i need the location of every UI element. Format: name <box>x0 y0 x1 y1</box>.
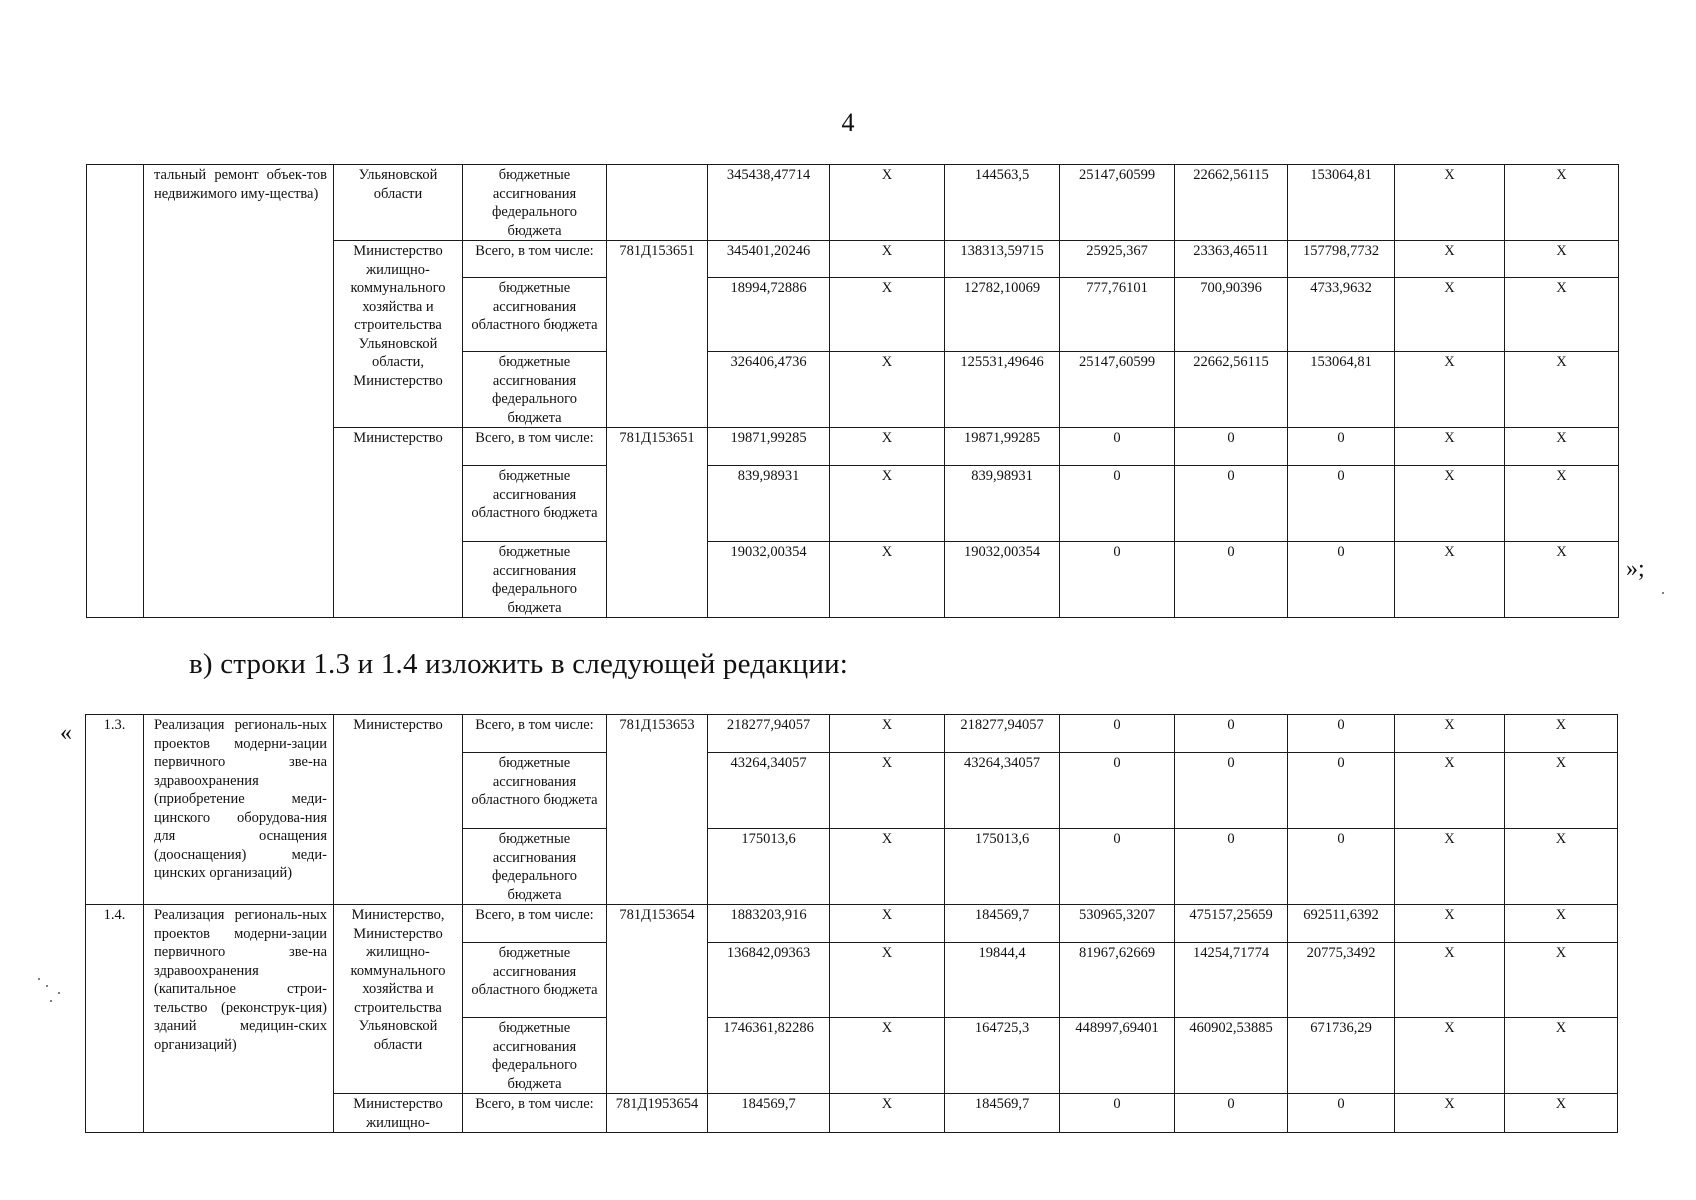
executor-cell: Министерство жилищно-коммунального хозяйства и строительства Ульяновской области, Министерство <box>334 241 463 428</box>
year-value: 81967,62669 <box>1060 943 1175 1018</box>
year-value: 20775,3492 <box>1288 943 1395 1018</box>
year-value: 0 <box>1288 428 1395 466</box>
year-value: 0 <box>1175 1094 1288 1133</box>
year-value: 164725,3 <box>945 1018 1060 1094</box>
executor-cell: Министерство жилищно- <box>334 1094 463 1133</box>
year-value: 0 <box>1175 466 1288 542</box>
year-value: X <box>1505 428 1619 466</box>
executor-cell: Министерство <box>334 715 463 905</box>
year-value: X <box>830 1018 945 1094</box>
year-value: X <box>1505 715 1618 753</box>
year-value: X <box>1505 278 1619 352</box>
year-value: X <box>1395 943 1505 1018</box>
year-value: X <box>1505 943 1618 1018</box>
year-value: 0 <box>1288 466 1395 542</box>
year-value: 0 <box>1175 753 1288 829</box>
row-number: 1.4. <box>86 905 144 1133</box>
year-value: X <box>1505 466 1619 542</box>
opening-quote: « <box>60 720 72 746</box>
year-value: X <box>1505 352 1619 428</box>
year-value: 0 <box>1060 466 1175 542</box>
code-cell: 781Д153651 <box>607 241 708 428</box>
table-row <box>86 905 1618 943</box>
year-value: X <box>830 542 945 618</box>
year-value: X <box>1395 715 1505 753</box>
funding-source: бюджетные ассигнования областного бюджета <box>463 753 607 829</box>
year-value: 460902,53885 <box>1175 1018 1288 1094</box>
year-value: 14254,71774 <box>1175 943 1288 1018</box>
year-value: X <box>830 466 945 542</box>
funding-source: бюджетные ассигнования областного бюджета <box>463 943 607 1018</box>
year-value: X <box>1395 165 1505 241</box>
year-value: X <box>830 278 945 352</box>
year-value: 25147,60599 <box>1060 352 1175 428</box>
year-value: 0 <box>1060 753 1175 829</box>
year-value: 530965,3207 <box>1060 905 1175 943</box>
year-value: 12782,10069 <box>945 278 1060 352</box>
funding-source: Всего, в том числе: <box>463 905 607 943</box>
year-value: 448997,69401 <box>1060 1018 1175 1094</box>
year-value: 19844,4 <box>945 943 1060 1018</box>
total-amount: 184569,7 <box>708 1094 830 1133</box>
year-value: X <box>1395 241 1505 278</box>
year-value: 0 <box>1060 715 1175 753</box>
table-row <box>87 165 1619 241</box>
funding-source: бюджетные ассигнования областного бюджета <box>463 278 607 352</box>
total-amount: 19032,00354 <box>708 542 830 618</box>
year-value: X <box>1505 241 1619 278</box>
year-value: 22662,56115 <box>1175 352 1288 428</box>
year-value: 184569,7 <box>945 905 1060 943</box>
code-cell: 781Д153651 <box>607 428 708 618</box>
executor-cell: Ульяновской области <box>334 165 463 241</box>
total-amount: 43264,34057 <box>708 753 830 829</box>
program-table-amended <box>85 714 1618 1133</box>
year-value: X <box>1395 352 1505 428</box>
year-value: 0 <box>1060 1094 1175 1133</box>
page-number: 4 <box>841 108 855 137</box>
total-amount: 326406,4736 <box>708 352 830 428</box>
activity-name: Реализация региональ-ных проектов модерни-зации первичного зве-на здравоохранения (приобретение меди-цинского оборудова-ния для оснащения (дооснащения) меди-цинских организаций) <box>144 715 334 905</box>
total-amount: 1746361,82286 <box>708 1018 830 1094</box>
year-value: 22662,56115 <box>1175 165 1288 241</box>
funding-source: Всего, в том числе: <box>463 1094 607 1133</box>
year-value: 0 <box>1060 829 1175 905</box>
year-value: 700,90396 <box>1175 278 1288 352</box>
scan-speck <box>1662 592 1664 594</box>
year-value: 153064,81 <box>1288 165 1395 241</box>
scan-speck <box>58 992 60 994</box>
year-value: 19871,99285 <box>945 428 1060 466</box>
code-cell: 781Д153654 <box>607 905 708 1094</box>
year-value: 0 <box>1288 542 1395 618</box>
activity-name: тальный ремонт объек-тов недвижимого иму-щества) <box>144 165 334 618</box>
year-value: X <box>1505 905 1618 943</box>
year-value: 25925,367 <box>1060 241 1175 278</box>
funding-source: Всего, в том числе: <box>463 428 607 466</box>
year-value: 157798,7732 <box>1288 241 1395 278</box>
total-amount: 839,98931 <box>708 466 830 542</box>
row-number: 1.3. <box>86 715 144 905</box>
closing-quote: »; <box>1626 556 1645 582</box>
year-value: X <box>830 753 945 829</box>
year-value: 0 <box>1175 542 1288 618</box>
year-value: X <box>1395 905 1505 943</box>
program-table-continuation <box>86 164 1619 618</box>
year-value: X <box>1395 753 1505 829</box>
year-value: 0 <box>1288 753 1395 829</box>
funding-source: Всего, в том числе: <box>463 715 607 753</box>
year-value: 19032,00354 <box>945 542 1060 618</box>
executor-cell: Министерство, Министерство жилищно-коммунального хозяйства и строительства Ульяновской области <box>334 905 463 1094</box>
year-value: 184569,7 <box>945 1094 1060 1133</box>
year-value: X <box>1395 428 1505 466</box>
table-row <box>86 715 1618 753</box>
year-value: 0 <box>1288 829 1395 905</box>
year-value: 138313,59715 <box>945 241 1060 278</box>
year-value: 125531,49646 <box>945 352 1060 428</box>
year-value: X <box>1505 1018 1618 1094</box>
code-cell: 781Д153653 <box>607 715 708 905</box>
total-amount: 345438,47714 <box>708 165 830 241</box>
year-value: X <box>1395 1018 1505 1094</box>
year-value: 0 <box>1060 542 1175 618</box>
scan-speck <box>38 978 40 980</box>
funding-source: бюджетные ассигнования федерального бюджета <box>463 829 607 905</box>
year-value: X <box>830 905 945 943</box>
year-value: 839,98931 <box>945 466 1060 542</box>
code-cell: 781Д1953654 <box>607 1094 708 1133</box>
year-value: X <box>830 352 945 428</box>
year-value: X <box>830 165 945 241</box>
year-value: 671736,29 <box>1288 1018 1395 1094</box>
year-value: X <box>830 1094 945 1133</box>
year-value: X <box>1395 829 1505 905</box>
year-value: X <box>1505 829 1618 905</box>
scan-speck <box>46 985 48 987</box>
funding-source: бюджетные ассигнования федерального бюджета <box>463 165 607 241</box>
year-value: X <box>1505 1094 1618 1133</box>
total-amount: 175013,6 <box>708 829 830 905</box>
year-value: 4733,9632 <box>1288 278 1395 352</box>
funding-source: Всего, в том числе: <box>463 241 607 278</box>
total-amount: 19871,99285 <box>708 428 830 466</box>
year-value: 218277,94057 <box>945 715 1060 753</box>
year-value: X <box>1505 165 1619 241</box>
scan-speck <box>50 1000 52 1002</box>
year-value: 0 <box>1175 829 1288 905</box>
year-value: X <box>830 943 945 1018</box>
row-number-cell <box>87 165 144 618</box>
year-value: 692511,6392 <box>1288 905 1395 943</box>
total-amount: 345401,20246 <box>708 241 830 278</box>
year-value: 23363,46511 <box>1175 241 1288 278</box>
amendment-heading: в) строки 1.3 и 1.4 изложить в следующей редакции: <box>189 648 849 680</box>
year-value: X <box>1395 542 1505 618</box>
year-value: 25147,60599 <box>1060 165 1175 241</box>
total-amount: 218277,94057 <box>708 715 830 753</box>
funding-source: бюджетные ассигнования областного бюджета <box>463 466 607 542</box>
year-value: 0 <box>1175 428 1288 466</box>
year-value: X <box>830 829 945 905</box>
activity-name: Реализация региональ-ных проектов модерни-зации первичного зве-на здравоохранения (капитальное строи-тельство (реконструк-ция) зданий медицин-ских организаций) <box>144 905 334 1133</box>
total-amount: 136842,09363 <box>708 943 830 1018</box>
funding-source: бюджетные ассигнования федерального бюджета <box>463 1018 607 1094</box>
code-cell <box>607 165 708 241</box>
funding-source: бюджетные ассигнования федерального бюджета <box>463 542 607 618</box>
year-value: X <box>830 241 945 278</box>
year-value: 0 <box>1288 715 1395 753</box>
year-value: 0 <box>1288 1094 1395 1133</box>
year-value: X <box>1395 1094 1505 1133</box>
year-value: 777,76101 <box>1060 278 1175 352</box>
year-value: 43264,34057 <box>945 753 1060 829</box>
year-value: X <box>1505 753 1618 829</box>
year-value: 0 <box>1060 428 1175 466</box>
year-value: 153064,81 <box>1288 352 1395 428</box>
total-amount: 1883203,916 <box>708 905 830 943</box>
year-value: X <box>1395 466 1505 542</box>
total-amount: 18994,72886 <box>708 278 830 352</box>
year-value: 175013,6 <box>945 829 1060 905</box>
year-value: 475157,25659 <box>1175 905 1288 943</box>
year-value: X <box>1395 278 1505 352</box>
year-value: 0 <box>1175 715 1288 753</box>
executor-cell: Министерство <box>334 428 463 618</box>
year-value: X <box>1505 542 1619 618</box>
year-value: X <box>830 428 945 466</box>
funding-source: бюджетные ассигнования федерального бюджета <box>463 352 607 428</box>
year-value: 144563,5 <box>945 165 1060 241</box>
year-value: X <box>830 715 945 753</box>
